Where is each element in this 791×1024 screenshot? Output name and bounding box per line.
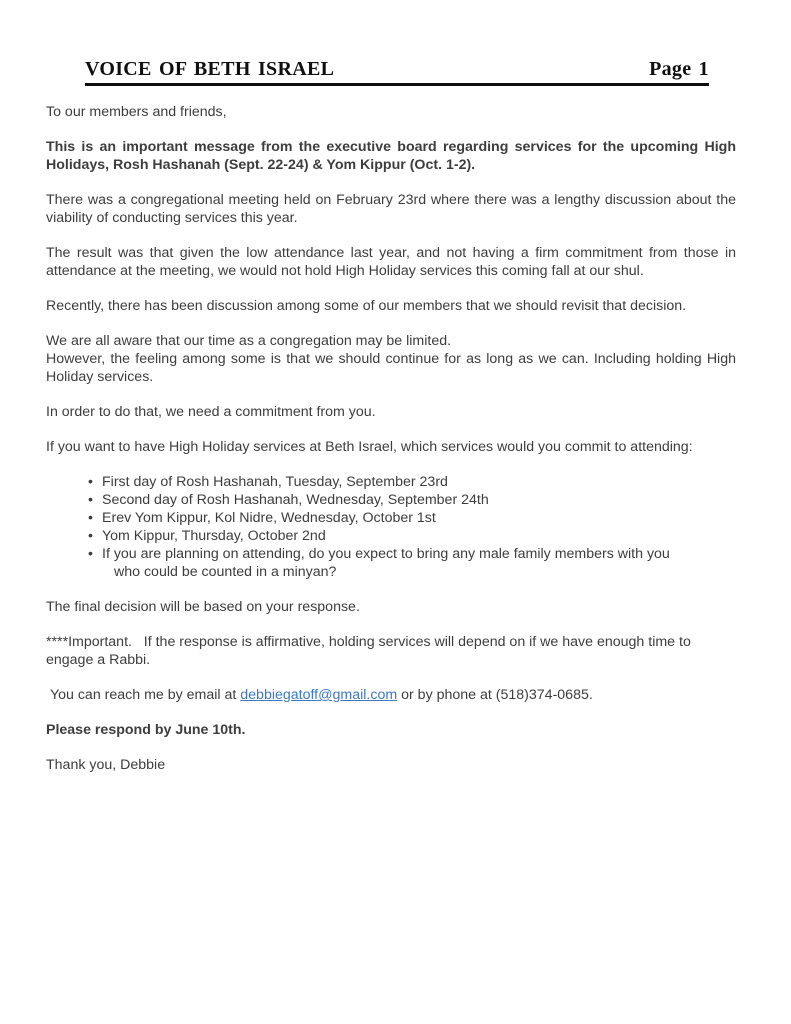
bullet-icon: •: [88, 528, 93, 544]
email-link[interactable]: debbiegatoff@gmail.com: [240, 687, 398, 703]
list-item-rosh-hashanah-day2: [46, 491, 736, 509]
document-header: [85, 57, 709, 86]
minyan-question-line1: If you are planning on attending, do you expect to bring any male family members with you: [102, 546, 670, 562]
page-number: Page 1: [649, 58, 709, 80]
list-item-rosh-hashanah-day1: [46, 473, 736, 491]
paragraph-result: The result was that given the low attendance last year, and not having a firm commitment from those in attendance at the meeting, we would not hold High Holiday services this coming fall at our shul.: [46, 245, 736, 279]
list-item-label: [102, 545, 670, 581]
salutation: To our members and friends,: [46, 104, 227, 120]
contact-before-email: You can reach me by email at: [46, 687, 241, 703]
paragraph-important-note: ****Important. If the response is affirmative, holding services will depend on if we have enough time to engage a Rabbi.: [46, 634, 695, 668]
paragraph-commitment: In order to do that, we need a commitment from you.: [46, 404, 376, 420]
newsletter-title: VOICE OF BETH ISRAEL: [85, 58, 335, 80]
list-item-yom-kippur: [46, 527, 736, 545]
contact-after-email: or by phone at (518)374-0685.: [397, 687, 593, 703]
respond-deadline: Please respond by June 10th.: [46, 722, 246, 738]
paragraph-services-question: If you want to have High Holiday services at Beth Israel, which services would you commit to attending:: [46, 439, 693, 455]
list-item-label: Erev Yom Kippur, Kol Nidre, Wednesday, October 1st: [102, 510, 436, 526]
bullet-icon: •: [88, 546, 93, 562]
minyan-question-line2: who could be counted in a minyan?: [114, 564, 337, 580]
list-item-label: Second day of Rosh Hashanah, Wednesday, September 24th: [102, 492, 489, 508]
paragraph-aware-line1: We are all aware that our time as a congregation may be limited.: [46, 333, 452, 349]
bullet-icon: •: [88, 510, 93, 526]
contact-line: [46, 686, 736, 704]
list-item-label: Yom Kippur, Thursday, October 2nd: [102, 528, 326, 544]
list-item-erev-yom-kippur: [46, 509, 736, 527]
bullet-icon: •: [88, 492, 93, 508]
signoff: Thank you, Debbie: [46, 757, 166, 773]
intro-message: This is an important message from the executive board regarding services for the upcoming High Holidays, Rosh Hashanah (Sept. 22-24) & Yom Kippur (Oct. 1-2).: [46, 139, 736, 173]
paragraph-aware-line2: However, the feeling among some is that we should continue for as long as we can. Including holding High Holiday services.: [46, 351, 736, 385]
paragraph-meeting: There was a congregational meeting held on February 23rd where there was a lengthy discussion about the viability of conducting services this year.: [46, 192, 736, 226]
services-list: [46, 473, 736, 581]
list-item-label: First day of Rosh Hashanah, Tuesday, September 23rd: [102, 474, 448, 490]
bullet-icon: •: [88, 474, 93, 490]
paragraph-recently: Recently, there has been discussion among some of our members that we should revisit that decision.: [46, 298, 687, 314]
list-item-minyan-question: [46, 545, 736, 581]
paragraph-final-decision: The final decision will be based on your response.: [46, 599, 360, 615]
